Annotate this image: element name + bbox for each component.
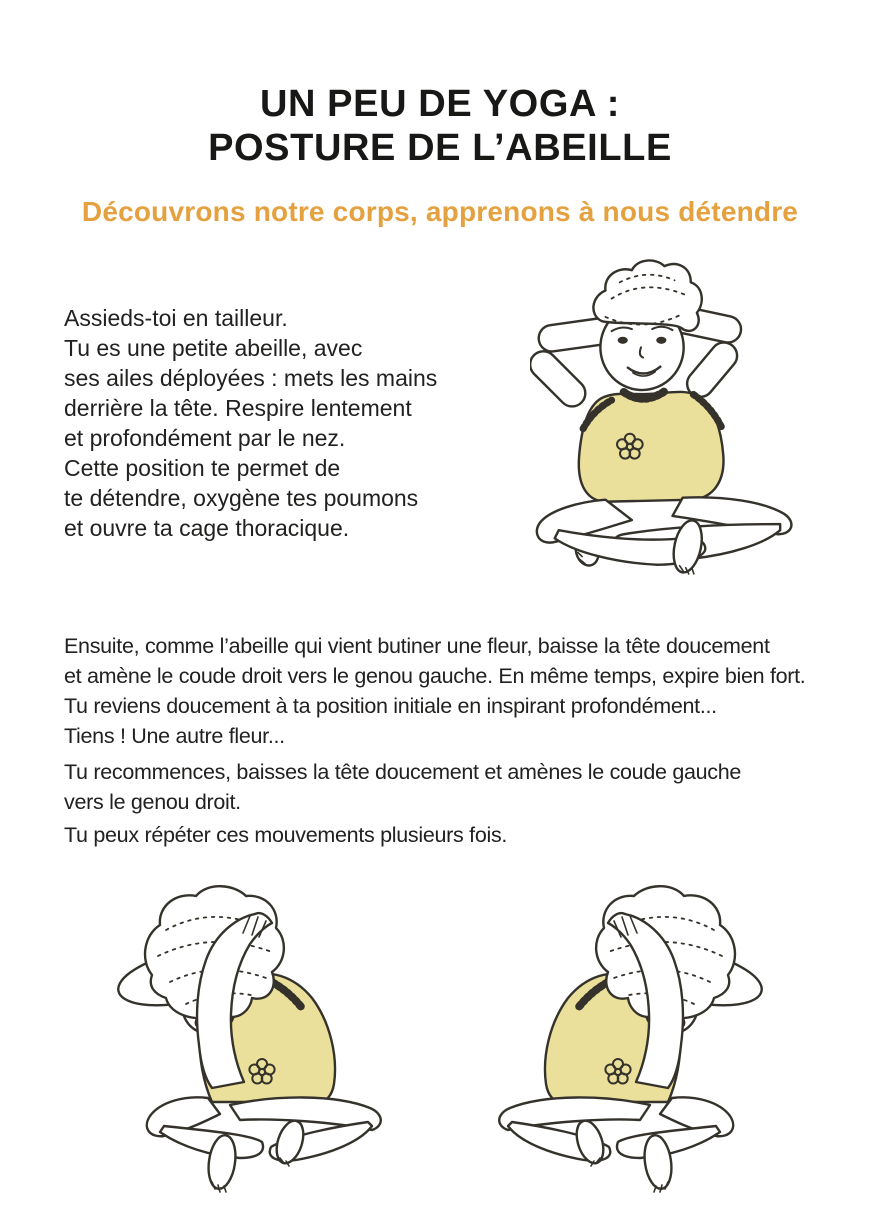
page-title-line-2: POSTURE DE L’ABEILLE	[208, 127, 672, 169]
illustration-bend-right-pose	[450, 880, 780, 1210]
illustration-sitting-pose	[530, 258, 815, 583]
child-legs-crossed	[147, 1097, 381, 1192]
intro-line: et ouvre ta cage thoracique.	[64, 515, 350, 541]
child-head	[593, 260, 701, 390]
child-sitting-drawing-icon	[530, 258, 815, 583]
intro-line: derrière la tête. Respire lentement	[64, 395, 412, 421]
step2-line: Tiens ! Une autre fleur...	[64, 724, 285, 748]
child-bending-drawing-icon	[100, 880, 430, 1210]
step2-line: et amène le coude droit vers le genou gauche. En même temps, expire bien fort.	[64, 664, 806, 688]
intro-line: et profondément par le nez.	[64, 425, 346, 451]
step3-line: vers le genou droit.	[64, 790, 241, 814]
step4-paragraph	[64, 820, 507, 850]
intro-line: Assieds-toi en tailleur.	[64, 305, 288, 331]
step2-line: Ensuite, comme l’abeille qui vient butiner une fleur, baisse la tête doucement	[64, 634, 770, 658]
step4-line: Tu peux répéter ces mouvements plusieurs fois.	[64, 823, 508, 847]
intro-line: Tu es une petite abeille, avec	[64, 335, 363, 361]
intro-line: Cette position te permet de	[64, 455, 341, 481]
step2-line: Tu reviens doucement à ta position initiale en inspirant profondément...	[64, 694, 717, 718]
child-shirt	[579, 390, 724, 502]
child-bending-drawing-mirrored-icon	[450, 880, 780, 1210]
page-title-line-1: UN PEU DE YOGA :	[259, 83, 621, 125]
child-legs-crossed	[499, 1097, 733, 1192]
page-subtitle: Découvrons notre corps, apprenons à nous détendre	[81, 196, 799, 227]
child-legs	[537, 497, 792, 575]
step3-paragraph	[64, 757, 741, 817]
step3-line: Tu recommences, baisses la tête doucement et amènes le coude gauche	[64, 760, 742, 784]
step2-paragraph	[64, 631, 805, 751]
page-title	[0, 82, 880, 170]
illustration-bend-left-pose	[100, 880, 430, 1210]
intro-line: ses ailes déployées : mets les mains	[64, 365, 438, 391]
intro-paragraph	[64, 303, 437, 543]
intro-line: te détendre, oxygène tes poumons	[64, 485, 419, 511]
